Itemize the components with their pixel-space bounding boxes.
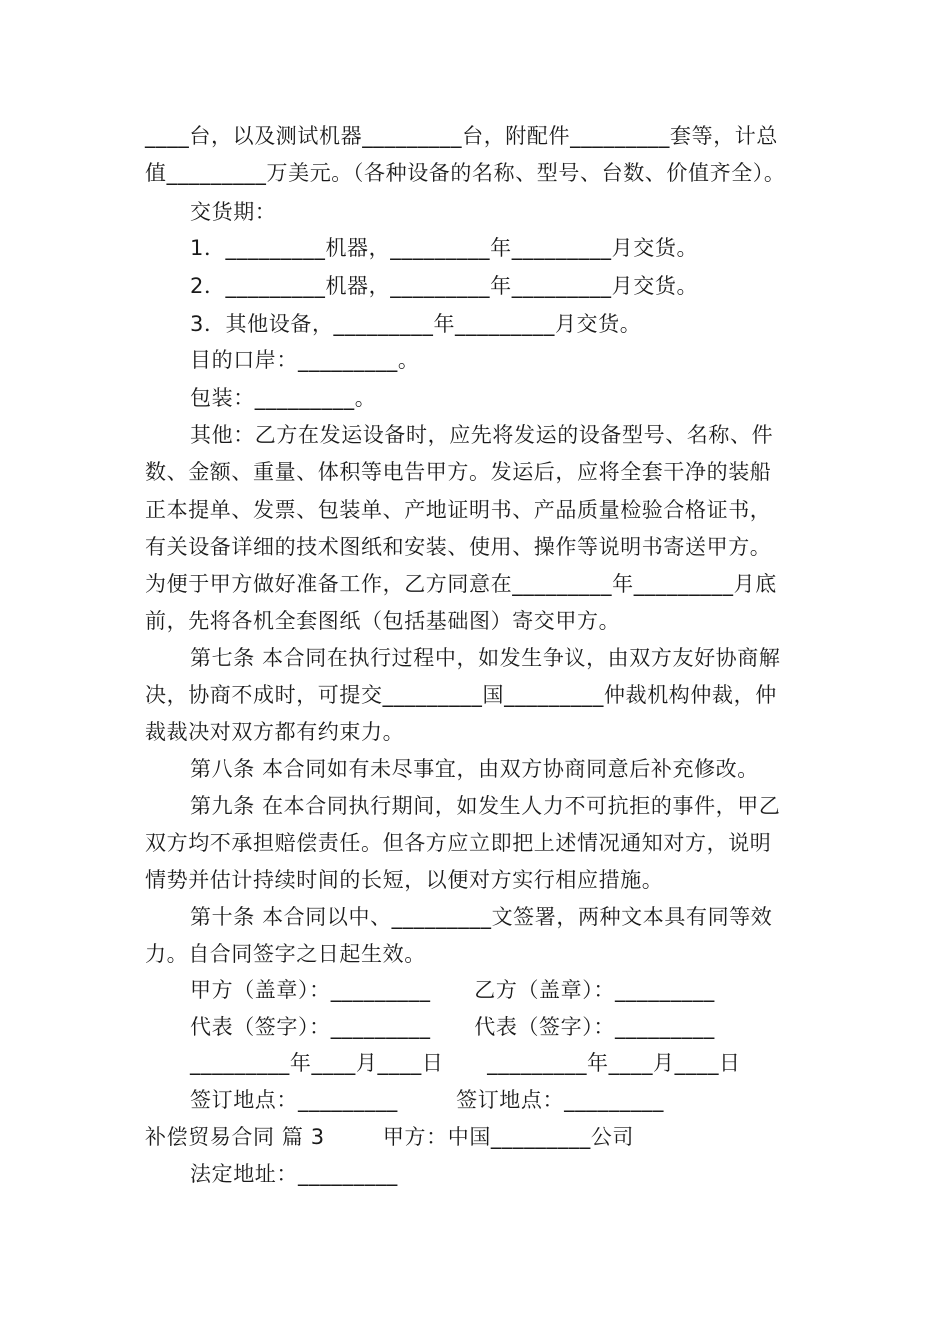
text-line: 为便于甲方做好准备工作，乙方同意在_________年_________月底 bbox=[145, 572, 777, 596]
contract-title-line: 补偿贸易合同 篇 3 甲方：中国_________公司 bbox=[145, 1125, 635, 1149]
article-nine: 第九条 在本合同执行期间，如发生人力不可抗拒的事件，甲乙 bbox=[190, 794, 781, 818]
text-line: 包装：_________。 bbox=[190, 386, 377, 410]
text-line: 双方均不承担赔偿责任。但各方应立即把上述情况通知对方，说明 bbox=[145, 831, 772, 855]
signature-place-line: 签订地点：_________ 签订地点：_________ bbox=[190, 1088, 665, 1112]
text-line: 裁裁决对双方都有约束力。 bbox=[145, 720, 405, 744]
text-line: 情势并估计持续时间的长短，以便对方实行相应措施。 bbox=[145, 868, 664, 892]
text-line: 目的口岸：_________。 bbox=[190, 348, 420, 372]
signature-date-line: _________年____月____日 _________年____月____日 bbox=[190, 1051, 741, 1075]
text-line: 值_________万美元。（各种设备的名称、型号、台数、价值齐全）。 bbox=[145, 161, 786, 185]
text-line: 其他：乙方在发运设备时，应先将发运的设备型号、名称、件 bbox=[190, 423, 774, 447]
text-line: 正本提单、发票、包装单、产地证明书、产品质量检验合格证书， bbox=[145, 498, 772, 522]
signature-representative-line: 代表（签字）：_________ 代表（签字）：_________ bbox=[190, 1015, 715, 1039]
text-line: ____台，以及测试机器_________台，附配件_________套等，计总 bbox=[145, 124, 778, 148]
text-line: 前，先将各机全套图纸（包括基础图）寄交甲方。 bbox=[145, 609, 621, 633]
text-line: 有关设备详细的技术图纸和安装、使用、操作等说明书寄送甲方。 bbox=[145, 535, 772, 559]
article-ten: 第十条 本合同以中、_________文签署，两种文本具有同等效 bbox=[190, 905, 773, 929]
legal-address-line: 法定地址：_________ bbox=[190, 1162, 398, 1186]
text-line: 数、金额、重量、体积等电告甲方。发运后，应将全套干净的装船 bbox=[145, 460, 772, 484]
list-item: 3．其他设备，_________年_________月交货。 bbox=[190, 312, 642, 336]
list-item: 2．_________机器，_________年_________月交货。 bbox=[190, 274, 699, 298]
text-line: 力。自合同签字之日起生效。 bbox=[145, 942, 426, 966]
article-eight: 第八条 本合同如有未尽事宜，由双方协商同意后补充修改。 bbox=[190, 757, 759, 781]
article-seven: 第七条 本合同在执行过程中，如发生争议，由双方友好协商解 bbox=[190, 646, 781, 670]
text-line: 决，协商不成时，可提交_________国_________仲裁机构仲裁，仲 bbox=[145, 683, 777, 707]
signature-party-line: 甲方（盖章）：_________ 乙方（盖章）：_________ bbox=[190, 978, 715, 1002]
section-heading: 交货期： bbox=[190, 200, 277, 224]
list-item: 1．_________机器，_________年_________月交货。 bbox=[190, 236, 699, 260]
